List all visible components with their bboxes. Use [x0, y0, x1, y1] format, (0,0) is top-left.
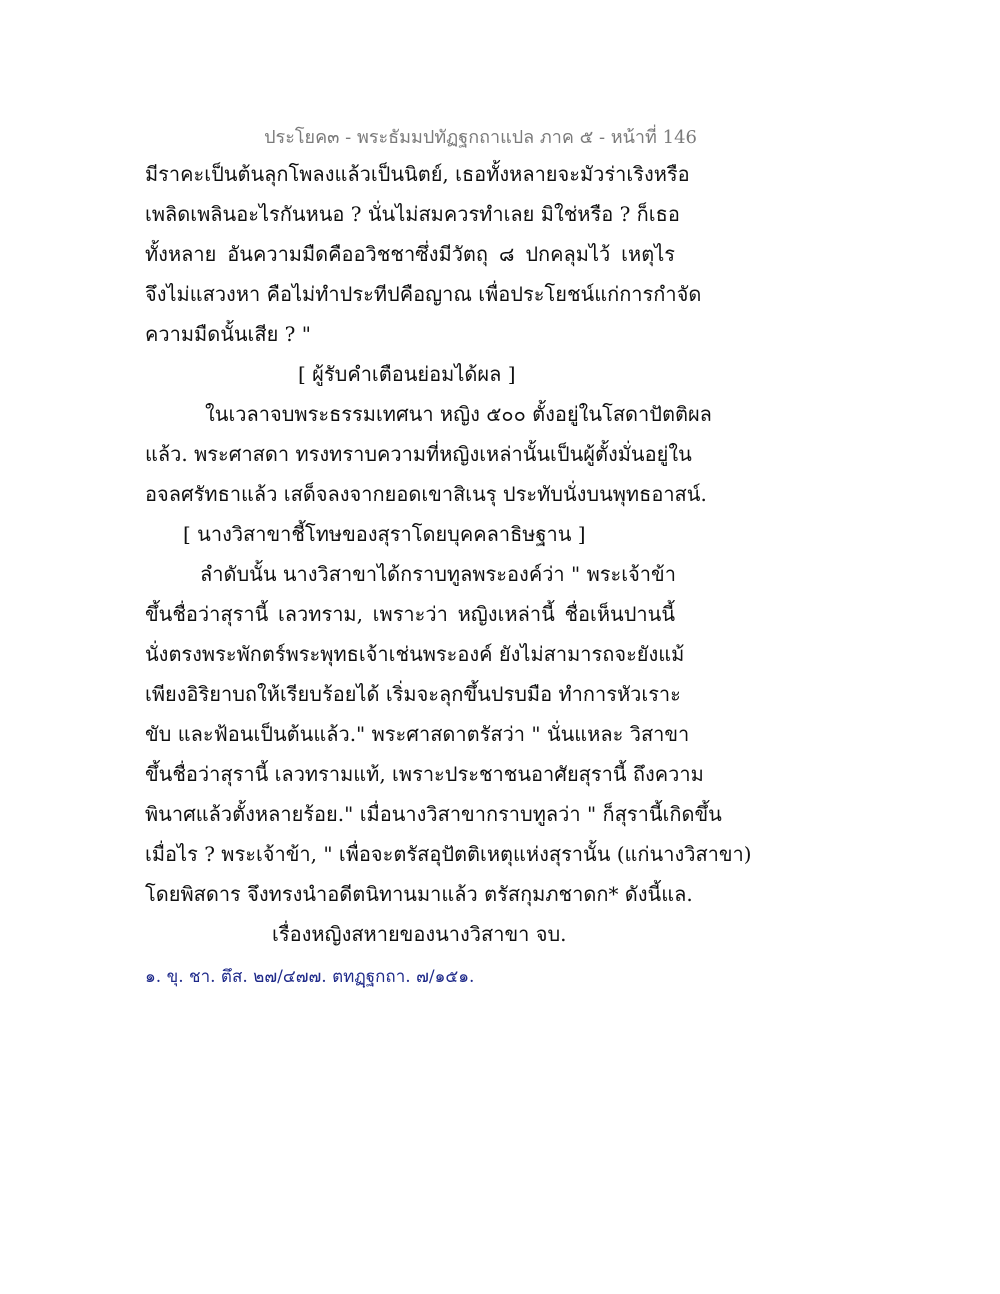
body-line-1: มีราคะเป็นต้นลุกโพลงแล้วเป็นนิตย์, เธอทั้งหลายจะมัวร่าเริงหรือ [145, 162, 690, 186]
body-line-16: เมื่อไร ? พระเจ้าข้า, " เพื่อจะตรัสอุปัตติเหตุแห่งสุรานั้น (แก่นางวิสาขา) [145, 842, 752, 866]
body-line-15: พินาศแล้วตั้งหลายร้อย." เมื่อนางวิสาขากราบทูลว่า " ก็สุรานี้เกิดขึ้น [145, 802, 722, 826]
body-line-3: ทั้งหลาย อันความมืดคืออวิชชาซึ่งมีวัตถุ ๘ ปกคลุมไว้ เหตุไร [145, 242, 675, 266]
body-line-2: เพลิดเพลินอะไรกันหนอ ? นั่นไม่สมควรทำเลย มิใช่หรือ ? ก็เธอ [145, 202, 680, 226]
body-line-8: อจลศรัทธาแล้ว เสด็จลงจากยอดเขาสิเนรุ ประทับนั่งบนพุทธอาสน์. [145, 482, 707, 506]
body-line-4: จึงไม่แสวงหา คือไม่ทำประทีปคือญาณ เพื่อประโยชน์แก่การกำจัด [145, 282, 702, 306]
body-line-10: ขึ้นชื่อว่าสุรานี้ เลวทราม, เพราะว่า หญิงเหล่านี้ ชื่อเห็นปานนี้ [145, 602, 675, 626]
body-line-6: ในเวลาจบพระธรรมเทศนา หญิง ๕๐๐ ตั้งอยู่ในโสดาปัตติผล [205, 402, 712, 426]
body-line-9: ลำดับนั้น นางวิสาขาได้กราบทูลพระองค์ว่า " พระเจ้าข้า [200, 562, 676, 586]
body-line-14: ขึ้นชื่อว่าสุรานี้ เลวทรามแท้, เพราะประชาชนอาศัยสุรานี้ ถึงความ [145, 762, 704, 786]
body-line-17: โดยพิสดาร จึงทรงนำอดีตนิทานมาแล้ว ตรัสกุมภชาดก* ดังนี้แล. [145, 882, 693, 906]
body-line-7: แล้ว. พระศาสดา ทรงทราบความที่หญิงเหล่านั้นเป็นผู้ตั้งมั่นอยู่ใน [145, 442, 692, 466]
page-header: ประโยค๓ - พระธัมมปทัฏฐกถาแปล ภาค ๕ - หน้าที่ 146 [264, 127, 697, 148]
section-heading-1: [ ผู้รับคำเตือนย่อมได้ผล ] [298, 362, 516, 386]
footnote: ๑. ขุ. ชา. ตึส. ๒๗/๔๗๗. ตทฏฺฐกถา. ๗/๑๕๑. [145, 967, 475, 987]
section-heading-2: [ นางวิสาขาชี้โทษของสุราโดยบุคคลาธิษฐาน ] [183, 522, 586, 546]
story-end-line: เรื่องหญิงสหายของนางวิสาขา จบ. [272, 922, 567, 946]
body-line-5: ความมืดนั้นเสีย ? " [145, 322, 311, 346]
body-line-13: ขับ และฟ้อนเป็นต้นแล้ว." พระศาสดาตรัสว่า " นั่นแหละ วิสาขา [145, 722, 690, 746]
body-line-12: เพียงอิริยาบถให้เรียบร้อยได้ เริ่มจะลุกขึ้นปรบมือ ทำการหัวเราะ [145, 682, 681, 706]
body-line-11: นั่งตรงพระพักตร์พระพุทธเจ้าเช่นพระองค์ ยังไม่สามารถจะยังแม้ [145, 642, 685, 666]
